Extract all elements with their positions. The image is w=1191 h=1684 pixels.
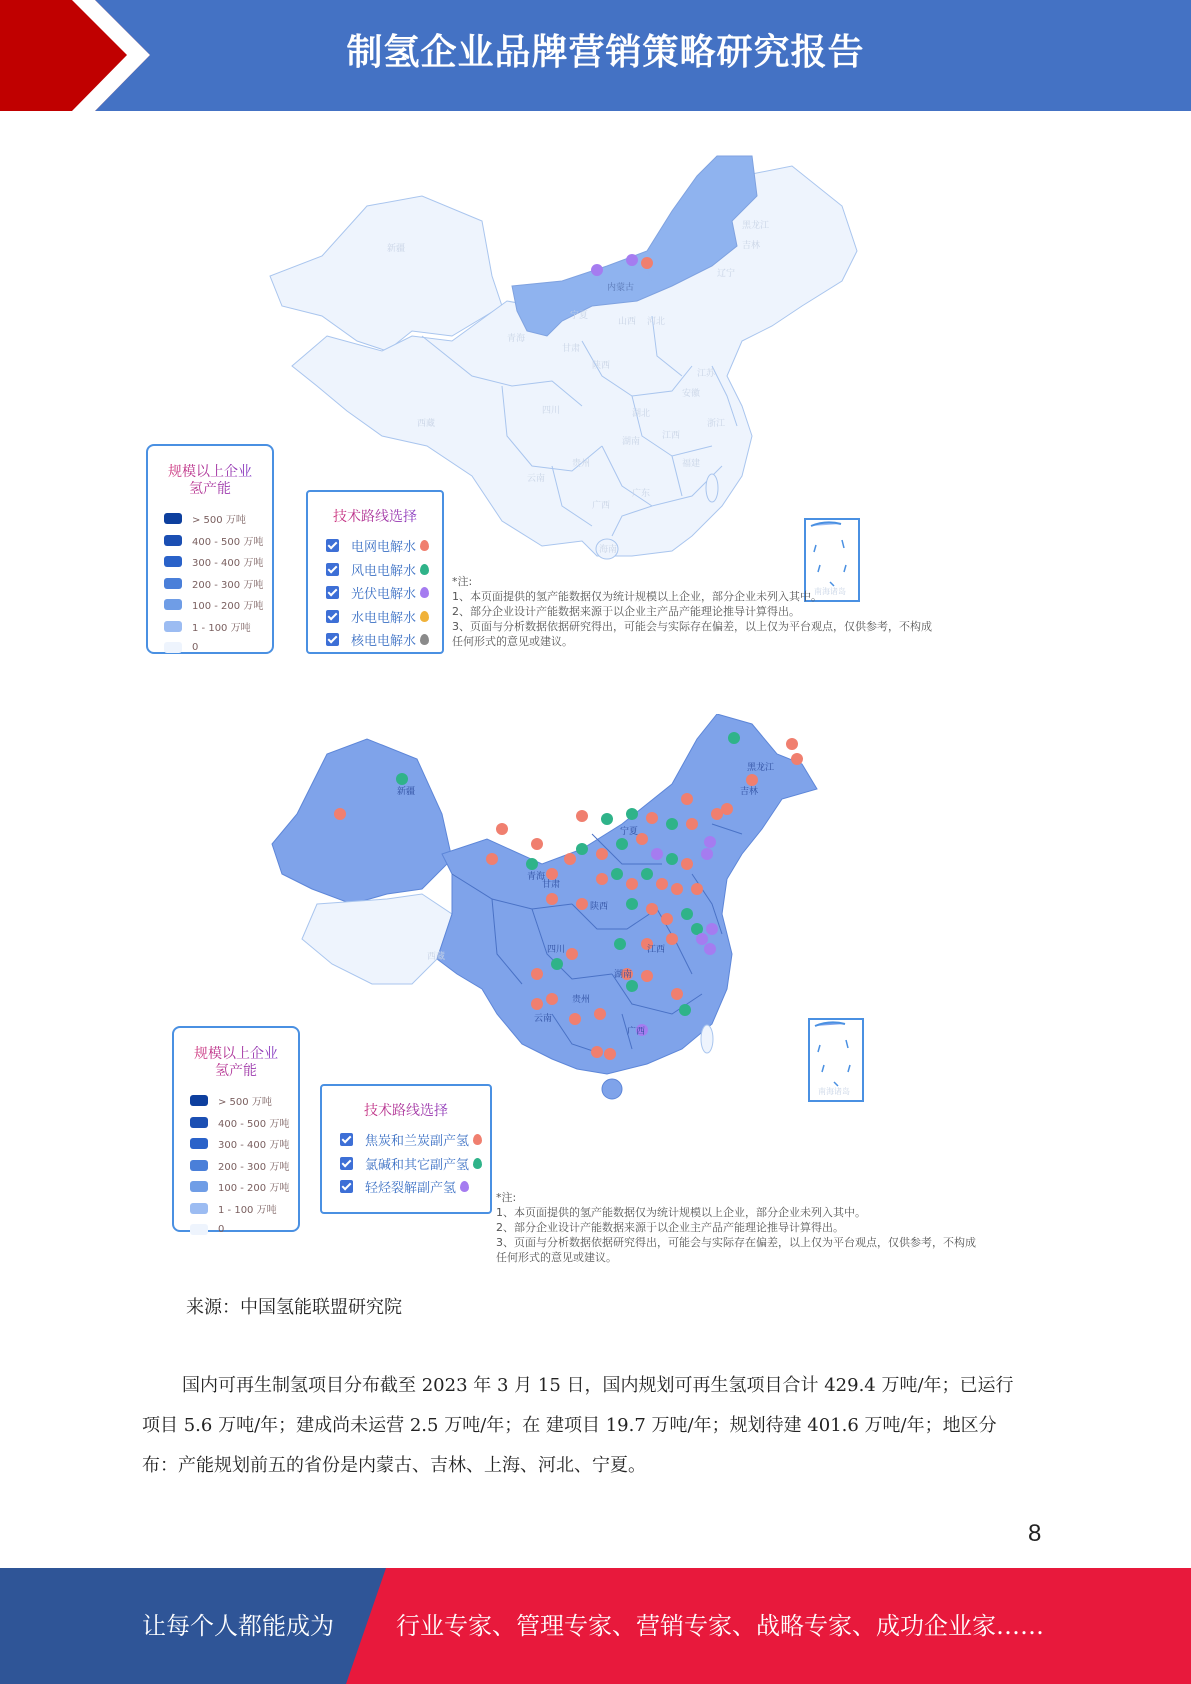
taiwan-island-2 [701, 1025, 713, 1053]
legend-item: 100 - 200 万吨 [148, 594, 272, 616]
pin-salmon [531, 998, 543, 1010]
pin-green [626, 898, 638, 910]
pin-green [666, 853, 678, 865]
south-china-sea-inset-2 [808, 1018, 864, 1102]
pin-salmon [531, 968, 543, 980]
pin-salmon [334, 808, 346, 820]
label-shanxi: 山西 [618, 317, 637, 327]
map-renewable-hydrogen [152, 136, 1040, 684]
map1-notes: *注: 1、本页面提供的氢产能数据仅为统计规模以上企业，部分企业未列入其中。 2、部分企业设计产能数据来源于以企业主产品产能理论推导计算得出。 3、页面与分析数据依据研究得出，可能会与实际存在偏差，以上仅为平台观点，仅供参考，不构成 任何形式的意见或建议。 [452, 575, 932, 648]
legend-item: 100 - 200 万吨 [174, 1176, 298, 1198]
capacity-legend [146, 444, 274, 654]
legend-item: 300 - 400 万吨 [174, 1133, 298, 1155]
label-ningxia-2: 宁夏 [620, 827, 639, 837]
pin-icon [420, 634, 429, 645]
map-byproduct-hydrogen [152, 714, 1040, 1270]
label-guizhou-2: 贵州 [572, 995, 591, 1005]
label-liaoning: 辽宁 [717, 269, 736, 279]
pin-green [679, 1004, 691, 1016]
tech-route-panel-2 [320, 1084, 492, 1214]
legend-title-line2: 氢产能 [148, 481, 272, 498]
label-jiangsu: 江苏 [697, 369, 716, 379]
checkbox-icon[interactable] [340, 1157, 353, 1170]
pin-salmon [681, 858, 693, 870]
label-jilin-2: 吉林 [740, 787, 759, 797]
label-guangdong: 广东 [632, 489, 651, 499]
pin-salmon [656, 878, 668, 890]
pin-salmon [681, 793, 693, 805]
checkbox-icon[interactable] [326, 610, 339, 623]
legend-item: 1 - 100 万吨 [174, 1198, 298, 1220]
pin-salmon [721, 803, 733, 815]
label-jiangxi: 江西 [662, 431, 681, 441]
china-outline [270, 196, 502, 351]
xizang-region [302, 894, 452, 984]
pin-salmon [671, 883, 683, 895]
pin-salmon [546, 893, 558, 905]
label-shaanxi: 陕西 [592, 361, 611, 371]
label-xinjiang: 新疆 [387, 244, 406, 254]
label-anhui: 安徽 [682, 389, 701, 399]
label-guangxi-2: 广西 [627, 1027, 646, 1037]
pin-salmon [626, 878, 638, 890]
pin-salmon [661, 913, 673, 925]
pin-green [611, 868, 623, 880]
pin-salmon [646, 903, 658, 915]
pin-salmon [546, 868, 558, 880]
tech-option-grid[interactable]: 电网电解水 [308, 534, 442, 558]
pin-green [551, 958, 563, 970]
tech-option-solar[interactable]: 光伏电解水 [308, 581, 442, 605]
label-hunan-2: 湖南 [614, 970, 633, 980]
pin-icon [420, 587, 429, 598]
label-gansu: 甘肃 [562, 344, 581, 354]
pin-salmon [594, 1008, 606, 1020]
pin-salmon [666, 933, 678, 945]
report-title: 制氢企业品牌营销策略研究报告 [346, 32, 865, 73]
pin-green [616, 838, 628, 850]
pin-salmon [686, 818, 698, 830]
label-guizhou: 贵州 [572, 459, 591, 469]
label-guangxi: 广西 [592, 501, 611, 511]
checkbox-icon[interactable] [326, 633, 339, 646]
footer-slogan-left: 让每个人都能成为 [142, 1612, 334, 1640]
pin-green [728, 732, 740, 744]
pin-salmon [641, 970, 653, 982]
tech-option-light-hydrocarbon[interactable]: 轻烃裂解副产氢 [322, 1175, 490, 1199]
legend-item: 400 - 500 万吨 [148, 530, 272, 552]
pin-salmon [576, 810, 588, 822]
page-number: 8 [1028, 1520, 1042, 1547]
hainan-island-2 [602, 1079, 622, 1099]
legend-title-line1: 规模以上企业 [148, 464, 272, 481]
pin-icon [420, 611, 429, 622]
pin-icon [460, 1181, 469, 1192]
pin-icon [420, 540, 429, 551]
legend-item: 0 [174, 1219, 298, 1241]
legend-item: 300 - 400 万吨 [148, 551, 272, 573]
pin-green [666, 818, 678, 830]
tech-option-hydro[interactable]: 水电电解水 [308, 605, 442, 629]
label-shaanxi-2: 陕西 [590, 902, 609, 912]
pin-salmon [596, 848, 608, 860]
pin-salmon [671, 988, 683, 1000]
pin-salmon [566, 948, 578, 960]
label-hubei: 湖北 [632, 409, 651, 419]
label-hunan: 湖南 [622, 437, 641, 447]
pin-salmon [564, 853, 576, 865]
pin-salmon [591, 1046, 603, 1058]
pin-salmon [604, 1048, 616, 1060]
label-fujian: 福建 [682, 459, 701, 469]
legend-item: 400 - 500 万吨 [174, 1112, 298, 1134]
label-qinghai-2: 青海 [527, 872, 546, 882]
page-header [0, 0, 1191, 111]
pin-salmon [486, 853, 498, 865]
pin-purple [704, 836, 716, 848]
label-jilin: 吉林 [742, 241, 761, 251]
checkbox-icon[interactable] [326, 563, 339, 576]
label-heilongjiang: 黑龙江 [742, 221, 770, 231]
legend-item: 0 [148, 637, 272, 659]
label-neimenggu: 内蒙古 [607, 283, 635, 293]
pin-salmon [546, 993, 558, 1005]
pin-salmon [576, 898, 588, 910]
legend-item: 1 - 100 万吨 [148, 616, 272, 638]
pin-green [626, 980, 638, 992]
pin-green [576, 843, 588, 855]
label-gansu-2: 甘肃 [542, 880, 561, 890]
checkbox-icon[interactable] [340, 1180, 353, 1193]
label-jiangxi-2: 江西 [647, 945, 666, 955]
label-qinghai: 青海 [507, 334, 526, 344]
page-footer [0, 1568, 1191, 1684]
taiwan-island [706, 474, 718, 502]
map2-notes: *注: 1、本页面提供的氢产能数据仅为统计规模以上企业，部分企业未列入其中。 2、部分企业设计产能数据来源于以企业主产品产能理论推导计算得出。 3、页面与分析数据依据研究得出，可能会与实际存在偏差，以上仅为平台观点，仅供参考，不构成 任何形式的意见或建议。 [496, 1191, 976, 1264]
pin-icon [473, 1158, 482, 1169]
pin-salmon [791, 753, 803, 765]
checkbox-icon[interactable] [340, 1133, 353, 1146]
footer-slogan-right: 行业专家、管理专家、营销专家、战略专家、成功企业家…… [396, 1612, 1044, 1640]
tech-title: 技术路线选择 [308, 506, 442, 526]
legend-item: 200 - 300 万吨 [174, 1155, 298, 1177]
label-hebei: 河北 [647, 317, 666, 327]
checkbox-icon[interactable] [326, 539, 339, 552]
south-sea-label: 南海诸岛 [814, 587, 846, 596]
pin-salmon [786, 738, 798, 750]
pin-purple [651, 848, 663, 860]
legend-item: 200 - 300 万吨 [148, 573, 272, 595]
pin-green [614, 938, 626, 950]
pin-salmon [596, 873, 608, 885]
tech-option-wind[interactable]: 风电电解水 [308, 558, 442, 582]
south-sea-label-2: 南海诸岛 [818, 1087, 850, 1096]
pin-green [601, 813, 613, 825]
label-xinjiang-2: 新疆 [397, 787, 416, 797]
pin-green [526, 858, 538, 870]
pin-purple [701, 848, 713, 860]
legend-title-line2: 氢产能 [174, 1063, 298, 1080]
label-heilongjiang-2: 黑龙江 [747, 763, 775, 773]
pin-green [396, 773, 408, 785]
tech-option-coke[interactable]: 焦炭和兰炭副产氢 [322, 1128, 490, 1152]
label-yunnan-2: 云南 [534, 1014, 553, 1024]
body-paragraph: 国内可再生制氢项目分布截至 2023 年 3 月 15 日，国内规划可再生氢项目合计 429.4 万吨/年；已运行项目 5.6 万吨/年；建成尚未运营 2.5 万吨/年；在 建项目 19.7 万吨/年；规划待建 401.6 万吨/年；地区分布：产能规划前五的省份是内蒙古、吉林、上海、河北、宁夏。 [142, 1375, 1014, 1476]
pin-salmon [496, 823, 508, 835]
label-sichuan: 四川 [542, 406, 561, 416]
pin-purple [704, 943, 716, 955]
tech-option-nuclear[interactable]: 核电电解水 [308, 628, 442, 652]
pin-green [641, 868, 653, 880]
pin-salmon [531, 838, 543, 850]
tech-title-2: 技术路线选择 [322, 1100, 490, 1120]
capacity-legend-2 [172, 1026, 300, 1236]
label-zhejiang: 浙江 [707, 419, 726, 429]
legend-title-line1: 规模以上企业 [174, 1046, 298, 1063]
source-citation: 来源：中国氢能联盟研究院 [186, 1297, 402, 1318]
xinjiang-region [272, 739, 452, 904]
pin-salmon [569, 1013, 581, 1025]
checkbox-icon[interactable] [326, 586, 339, 599]
tech-route-panel [306, 490, 444, 654]
pin-salmon [646, 812, 658, 824]
label-sichuan-2: 四川 [547, 945, 566, 955]
pin-purple [706, 923, 718, 935]
pin-green [681, 908, 693, 920]
pin-salmon [691, 883, 703, 895]
tech-option-chloralkali[interactable]: 氯碱和其它副产氢 [322, 1152, 490, 1176]
pin-green [626, 808, 638, 820]
label-ningxia: 宁夏 [570, 311, 589, 321]
label-hainan: 海南 [599, 545, 618, 555]
legend-item: > 500 万吨 [174, 1090, 298, 1112]
pin-purple [696, 933, 708, 945]
label-xizang-2: 西藏 [427, 952, 446, 962]
label-xizang: 西藏 [417, 419, 436, 429]
pin-icon [420, 564, 429, 575]
pin-salmon [746, 774, 758, 786]
label-yunnan: 云南 [527, 474, 546, 484]
pin-icon [473, 1134, 482, 1145]
legend-item: > 500 万吨 [148, 508, 272, 530]
